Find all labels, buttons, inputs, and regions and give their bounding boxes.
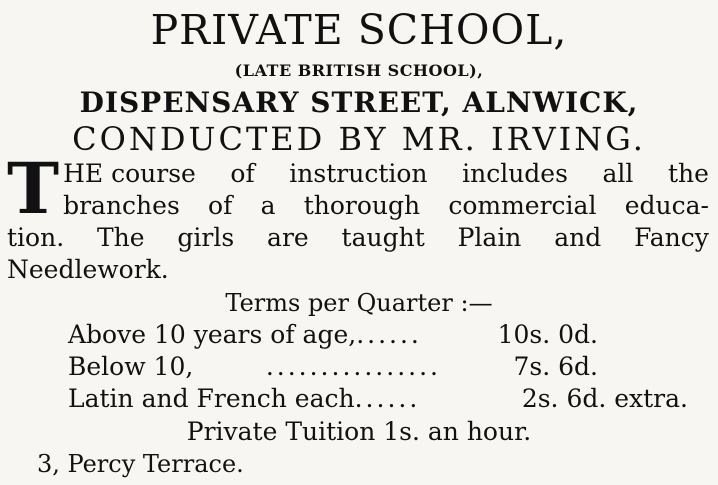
fee-row [68,383,688,415]
fee-row [68,351,598,383]
body-word: Plain [457,223,522,252]
body-word: of [208,191,233,220]
body-line-2 [63,190,709,222]
fee-label: Latin and French each [68,384,355,413]
body-line-4 [7,254,709,286]
body-word: includes [462,159,568,188]
body-word: Needlework. [7,255,169,284]
body-word: all [602,159,634,188]
drop-cap: T [7,147,60,230]
ad-address: DISPENSARY STREET, ALNWICK, [79,86,639,119]
body-word: girls [177,223,235,252]
body-word: tion. [7,223,65,252]
ad-conductor: CONDUCTED BY MR. IRVING. [72,120,646,158]
body-word: thorough [303,191,421,220]
fee-leader-dots: ...... [354,384,421,413]
body-word: the [668,159,709,188]
contact-address: 3, Percy Terrace. [37,450,244,478]
body-word: The [97,223,145,252]
fee-label: Above 10 years of age, [68,320,357,349]
private-tuition-note: Private Tuition 1s. an hour. [186,417,532,446]
body-word: HE course [63,159,196,188]
fee-value: 10s. 0d. [497,320,598,349]
body-word: a [260,191,276,220]
fee-leader-dots: ...... [356,320,422,349]
fee-value: 7s. 6d. [513,352,598,381]
fee-label: Below 10, [68,352,194,381]
body-paragraph [7,147,709,286]
ad-title: PRIVATE SCHOOL, [150,6,568,54]
fee-row [68,319,598,351]
body-word: of [230,159,255,188]
body-word: branches [63,191,180,220]
body-line-3 [7,222,709,254]
terms-heading: Terms per Quarter :— [225,289,493,317]
body-line-1 [63,158,709,190]
ad-subtitle: (LATE BRITISH SCHOOL), [234,61,484,80]
body-word: and [554,223,602,252]
body-word: Fancy [634,223,709,252]
body-word: instruction [289,159,428,188]
body-word: taught [341,223,425,252]
body-word: commercial [448,191,597,220]
body-word: are [267,223,309,252]
fee-leader-dots: ................ [265,352,441,381]
body-word: educa- [624,191,709,220]
fee-value: 2s. 6d. extra. [521,384,688,413]
